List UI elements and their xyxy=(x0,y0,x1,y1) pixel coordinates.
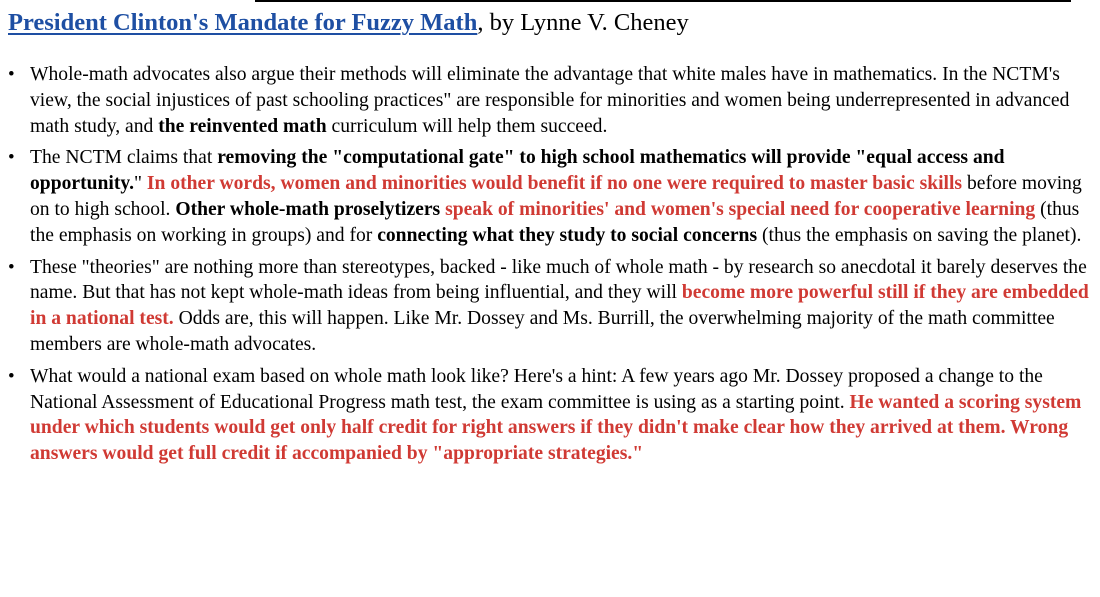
article-header xyxy=(8,8,689,38)
text-segment: Odds are, this will happen. Like Mr. Dossey and Ms. Burrill, the overwhelming majority of the math committee members are whole-math advocates. xyxy=(30,308,1055,355)
bullet-item-3 xyxy=(0,255,1090,358)
text-segment: What would a national exam based on whole math look like? Here's a hint: A few years ago Mr. Dossey proposed a change to the National Assessment of Educational Progress math test, the exam committee is using as a starting point. xyxy=(30,365,1043,413)
text-segment: (thus the emphasis on saving the planet). xyxy=(757,224,1082,246)
text-segment: These "theories" are nothing more than stereotypes, backed - like much of whole math - by research so anecdotal it barely deserves the name. But that has not kept whole-math ideas from being influential, and they will xyxy=(30,256,1087,304)
top-rule xyxy=(255,0,1071,2)
bold-segment: connecting what they study to social concerns xyxy=(377,224,758,246)
bullet-text xyxy=(30,64,1069,137)
bullet-dot-icon: • xyxy=(8,256,15,278)
red-emphasis-segment: In other words, women and minorities would benefit if no one were required to master basic skills xyxy=(146,173,963,195)
text-segment: before moving on to high school. xyxy=(30,173,1082,220)
text-segment: The NCTM claims that xyxy=(30,147,218,169)
bullet-item-1 xyxy=(0,62,1090,139)
red-emphasis-segment: become more powerful still if they are embedded in a national test. xyxy=(30,282,1089,330)
bold-segment: removing the "computational gate" to high school mathematics will provide "equal access and opportunity. xyxy=(30,147,1005,195)
text-segment: curriculum will help them succeed. xyxy=(326,115,608,137)
article-title-link[interactable]: President Clinton's Mandate for Fuzzy Math xyxy=(8,9,478,36)
text-segment: (thus the emphasis on working in groups) and for xyxy=(30,198,1080,246)
bullet-item-4 xyxy=(0,364,1090,467)
bold-segment: the reinvented math xyxy=(158,115,327,137)
bullet-item-2 xyxy=(0,145,1090,248)
red-emphasis-segment: He wanted a scoring system under which students would get only half credit for right answers if they didn't make clear how they arrived at them. Wrong answers would get full credit if accompanied by "appropriate strategies." xyxy=(30,391,1082,465)
red-emphasis-segment: speak of minorities' and women's special need for cooperative learning xyxy=(445,198,1036,220)
bullet-list xyxy=(0,62,1100,473)
bullet-dot-icon: • xyxy=(8,365,15,387)
text-segment: Whole-math advocates also argue their methods will eliminate the advantage that white males have in mathematics. In the NCTM's view, the social injustices of past schooling practices" are responsible for minorities and women being underrepresented in advanced math study, and xyxy=(30,64,1070,137)
bullet-dot-icon: • xyxy=(8,64,15,85)
bullet-text xyxy=(30,257,1089,355)
byline: , by Lynne V. Cheney xyxy=(477,9,689,36)
bullet-dot-icon: • xyxy=(8,147,15,169)
bullet-text xyxy=(30,366,1081,464)
text-segment: " xyxy=(134,173,147,195)
bullet-text xyxy=(30,147,1082,245)
bold-segment: Other whole-math proselytizers xyxy=(175,198,441,220)
